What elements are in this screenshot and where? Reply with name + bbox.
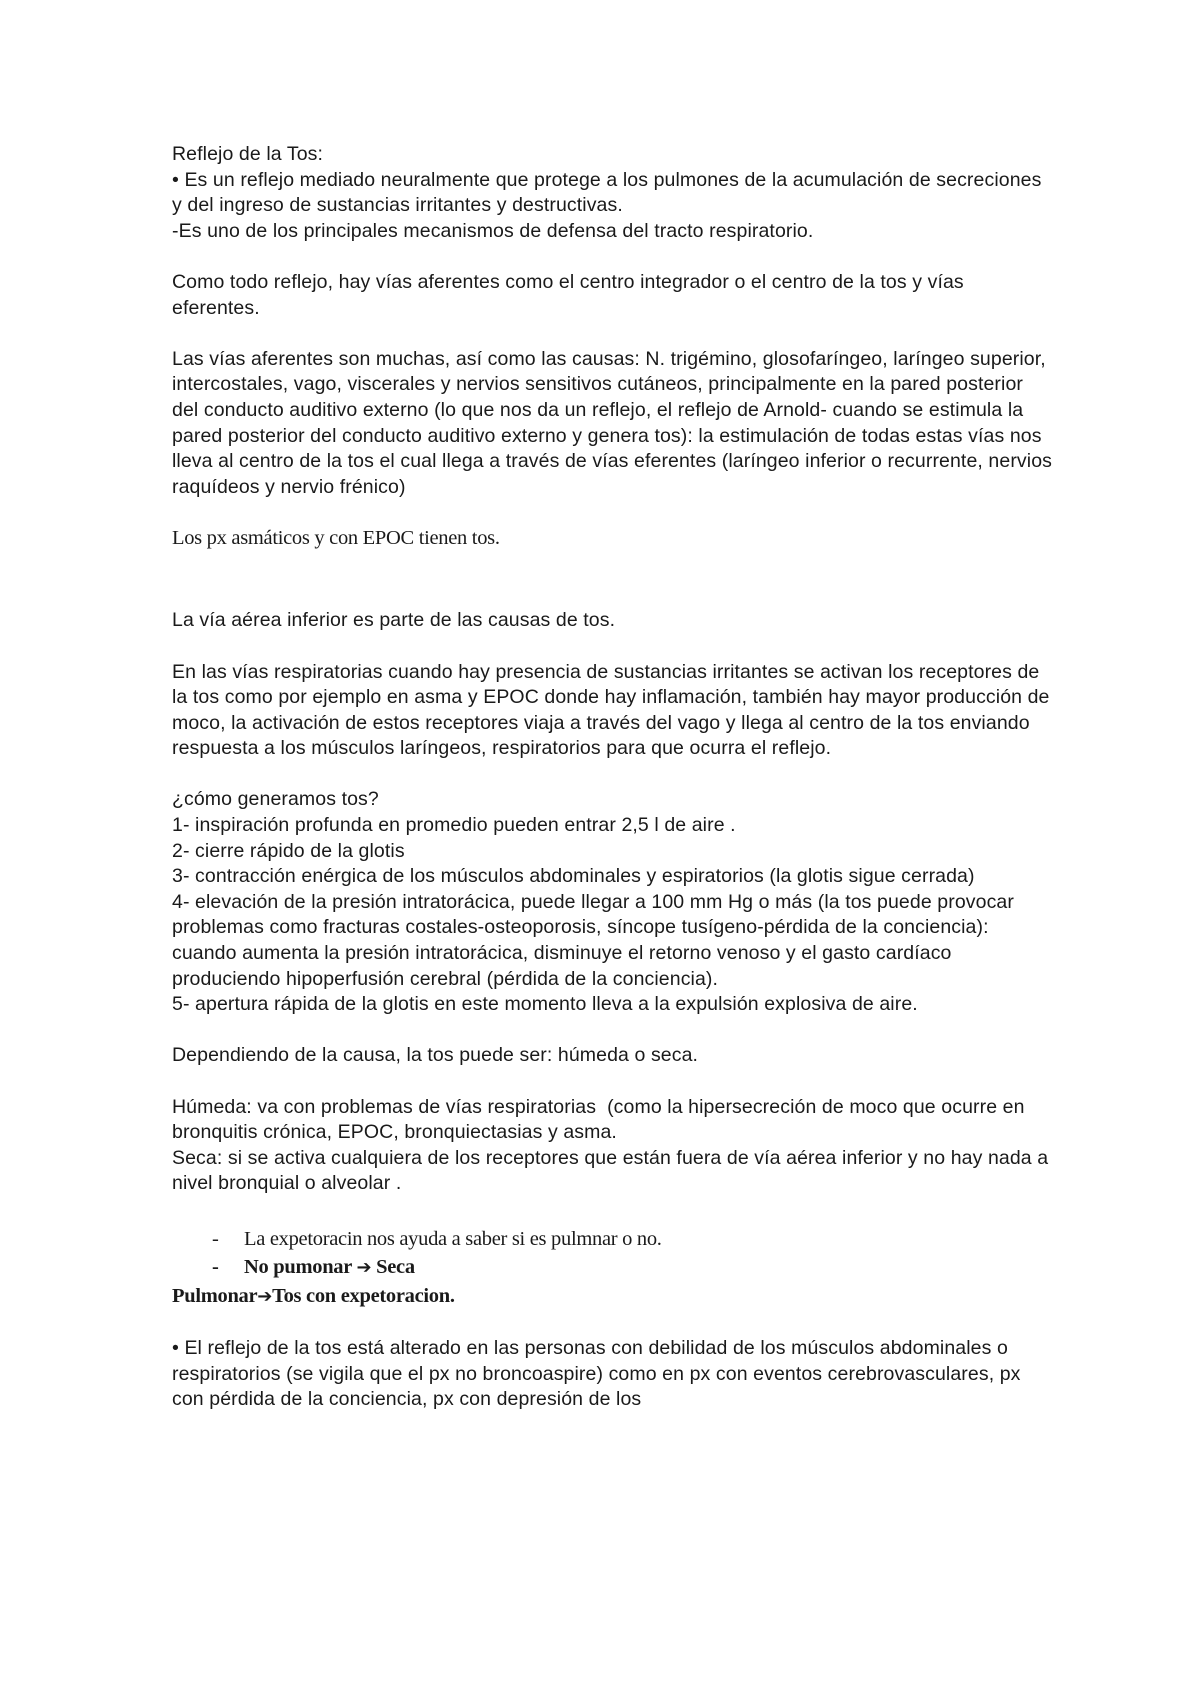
step-1: 1- inspiración profunda en promedio pueden entrar 2,5 l de aire . — [172, 814, 736, 837]
paragraph-dry-cough: Seca: si se activa cualquiera de los receptores que están fuera de vía aérea inferior y no hay nada a nivel bronquial o alveolar . — [172, 1146, 1049, 1195]
dry-result-label: Seca — [376, 1255, 415, 1278]
paragraph-lower-airway: La vía aérea inferior es parte de las causas de tos. — [172, 609, 616, 632]
steps-heading: ¿cómo generamos tos? — [172, 788, 379, 811]
dash-list-item — [172, 1225, 1052, 1253]
arrow-right-icon: ➔ — [356, 1256, 372, 1278]
paragraph-cough-types: Dependiendo de la causa, la tos puede ser: húmeda o seca. — [172, 1044, 699, 1067]
dash-marker: - — [212, 1227, 219, 1250]
final-bullet: • El reflejo de la tos está alterado en las personas con debilidad de los músculos abdominales o respiratorios (se vigila que el px no broncoaspire) como en px con eventos cerebrovasculares, px con pérdida de la conciencia, px con depresión de los — [172, 1336, 1021, 1411]
paragraph-wet-cough: Húmeda: va con problemas de vías respiratorias (como la hipersecreción de moco que ocurre en bronquitis crónica, EPOC, bronquiectasias y asma. — [172, 1095, 1031, 1144]
document-title: Reflejo de la Tos: — [172, 143, 324, 165]
arrow-right-icon: ➔ — [257, 1285, 273, 1307]
intro-line: -Es uno de los principales mecanismos de defensa del tracto respiratorio. — [172, 219, 814, 242]
expectoration-result-label: Tos con expetoracion. — [272, 1284, 455, 1307]
pulmonary-line — [172, 1282, 1052, 1311]
intro-bullet: • Es un reflejo mediado neuralmente que protege a los pulmones de la acumulación de secreciones y del ingreso de sustancias irritantes y destructivas. — [172, 168, 1042, 217]
section-notes — [172, 1225, 1052, 1311]
dash-item-text: La expetoracin nos ayuda a saber si es pulmnar o no. — [244, 1227, 662, 1250]
step-3: 3- contracción enérgica de los músculos abdominales y espiratorios (la glotis sigue cerrada) — [172, 865, 975, 888]
paragraph-reflex-pathways: Como todo reflejo, hay vías aferentes como el centro integrador o el centro de la tos y vías eferentes. — [172, 270, 964, 319]
dash-list-item — [172, 1253, 1052, 1282]
step-4: 4- elevación de la presión intratorácica, puede llegar a 100 mm Hg o más (la tos puede provocar problemas como fracturas costales-osteoporosis, síncope tusígeno-pérdida de la conciencia): cuando aumenta la presión intratorácica, disminuye el retorno venoso y el gasto cardíaco produciendo hipoperfusión cerebral (pérdida de la conciencia). — [172, 890, 1014, 990]
step-5: 5- apertura rápida de la glotis en este momento lleva a la expulsión explosiva de aire. — [172, 993, 918, 1016]
paragraph-afferent-pathways: Las vías aferentes son muchas, así como las causas: N. trigémino, glosofaríngeo, laríngeo superior, intercostales, vago, viscerales y nervios sensitivos cutáneos, principalmente en la pared posterior del conducto auditivo externo (lo que nos da un reflejo, el reflejo de Arnold- cuando se estimula la pared posterior del conducto auditivo externo y genera tos): la estimulación de todas estas vías nos lleva al centro de la tos el cual llega a través de vías eferentes (laríngeo inferior o recurrente, nervios raquídeos y nervio frénico) — [172, 347, 1052, 498]
paragraph-asthma: Los px asmáticos y con EPOC tienen tos. — [172, 527, 500, 550]
pulmonary-label: Pulmonar — [172, 1284, 258, 1307]
dash-marker: - — [212, 1255, 219, 1278]
document-page — [172, 142, 1052, 1413]
paragraph-receptors: En las vías respiratorias cuando hay presencia de sustancias irritantes se activan los receptores de la tos como por ejemplo en asma y EPOC donde hay inflamación, también hay mayor producción de moco, la activación de estos receptores viaja a través del vago y llega al centro de la tos enviando respuesta a los músculos laríngeos, respiratorios para que ocurra el reflejo. — [172, 660, 1050, 760]
non-pulmonary-label: No pumonar — [244, 1255, 352, 1278]
section-reflex-intro — [172, 142, 1052, 500]
section-altered-reflex — [172, 1336, 1052, 1413]
step-2: 2- cierre rápido de la glotis — [172, 839, 405, 862]
section-mechanism — [172, 608, 1052, 1197]
